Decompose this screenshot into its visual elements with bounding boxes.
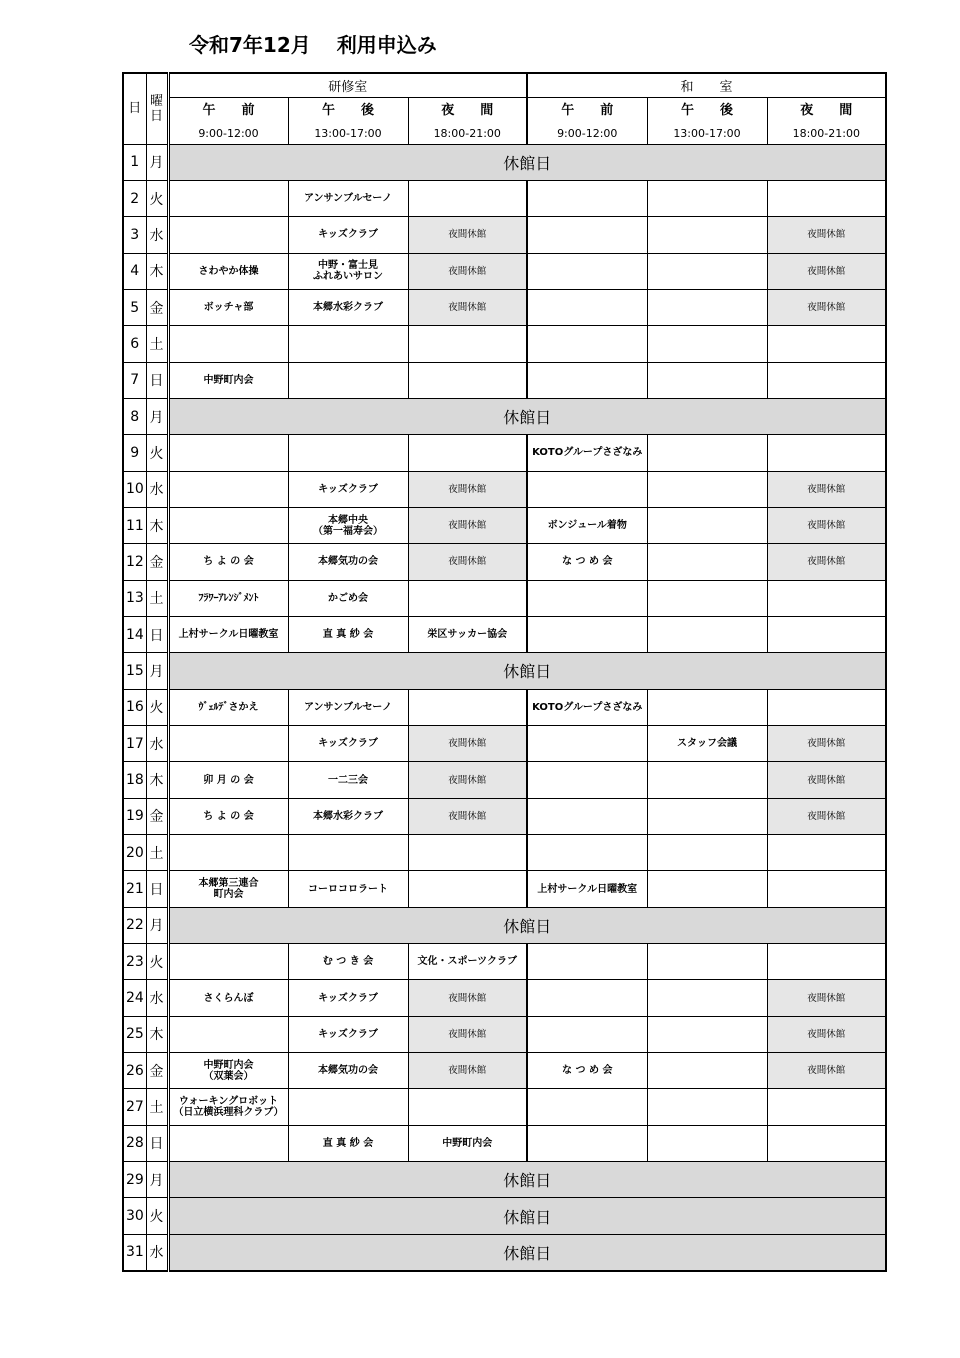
slot-label: 午 後 [680, 103, 733, 118]
day-number: 29 [123, 1162, 146, 1198]
japanese-room-evening-cell: 夜間休館 [767, 289, 886, 325]
training-room-evening-cell: 栄区サッカー協会 [408, 616, 527, 652]
day-column-header: 日 [123, 73, 146, 144]
training-room-morning-cell [168, 944, 288, 980]
weekday: 月 [146, 653, 168, 689]
day-number: 23 [123, 944, 146, 980]
weekday: 金 [146, 1053, 168, 1089]
japanese-room-evening-cell [767, 362, 886, 398]
japanese-room-afternoon-cell [647, 326, 767, 362]
japanese-room-evening-cell: 夜間休館 [767, 253, 886, 289]
day-number: 19 [123, 798, 146, 834]
day-number: 10 [123, 471, 146, 507]
training-room-afternoon-cell: キッズクラブ [288, 1016, 408, 1052]
japanese-room-afternoon-cell [647, 798, 767, 834]
day-number: 16 [123, 689, 146, 725]
day-number: 14 [123, 616, 146, 652]
weekday: 金 [146, 289, 168, 325]
japanese-room-morning-cell: ボンジュール着物 [527, 507, 647, 543]
training-room-morning-cell: ち よ の 会 [168, 798, 288, 834]
training-room-evening-cell: 夜間休館 [408, 1016, 527, 1052]
closed-day-row [123, 398, 886, 434]
day-number: 30 [123, 1198, 146, 1234]
training-room-afternoon-cell: 本郷中央 （第一福寿会） [288, 507, 408, 543]
weekday: 日 [146, 362, 168, 398]
slot-time: 13:00-17:00 [314, 127, 382, 140]
schedule-row [123, 326, 886, 362]
closed-day-cell: 休館日 [168, 1234, 886, 1270]
training-room-evening-cell [408, 871, 527, 907]
day-number: 26 [123, 1053, 146, 1089]
weekday: 木 [146, 1016, 168, 1052]
japanese-room-evening-cell [767, 835, 886, 871]
japanese-room-evening-cell: 夜間休館 [767, 471, 886, 507]
japanese-room-morning-cell [527, 616, 647, 652]
training-room-morning-cell [168, 217, 288, 253]
japanese-room-evening-cell: 夜間休館 [767, 217, 886, 253]
japanese-room-morning-cell: KOTOグループさざなみ [527, 435, 647, 471]
training-room-morning-cell [168, 1125, 288, 1161]
training-room-morning-cell: ﾌﾗﾜｰｱﾚﾝｼﾞﾒﾝﾄ [168, 580, 288, 616]
schedule-table [122, 72, 887, 1272]
training-room-evening-cell: 夜間休館 [408, 253, 527, 289]
japanese-room-afternoon-cell [647, 253, 767, 289]
day-number: 31 [123, 1234, 146, 1270]
slot-time: 9:00-12:00 [198, 127, 259, 140]
training-room-morning-header [168, 97, 288, 144]
training-room-afternoon-cell: む つ き 会 [288, 944, 408, 980]
japanese-room-morning-cell [527, 1016, 647, 1052]
japanese-room-evening-cell [767, 1125, 886, 1161]
training-room-morning-cell [168, 326, 288, 362]
japanese-room-evening-cell: 夜間休館 [767, 1016, 886, 1052]
japanese-room-afternoon-cell [647, 1125, 767, 1161]
day-number: 21 [123, 871, 146, 907]
schedule-row [123, 1053, 886, 1089]
training-room-afternoon-cell [288, 326, 408, 362]
day-number: 27 [123, 1089, 146, 1125]
japanese-room-evening-cell [767, 944, 886, 980]
weekday: 月 [146, 907, 168, 943]
training-room-afternoon-cell: アンサンブルセーノ [288, 689, 408, 725]
training-room-afternoon-cell: キッズクラブ [288, 980, 408, 1016]
schedule-row [123, 289, 886, 325]
japanese-room-morning-cell [527, 980, 647, 1016]
title-label: 利用申込み [336, 33, 437, 57]
training-room-afternoon-cell [288, 1089, 408, 1125]
japanese-room-afternoon-cell [647, 217, 767, 253]
schedule-row [123, 835, 886, 871]
weekday: 日 [146, 871, 168, 907]
japanese-room-morning-cell [527, 362, 647, 398]
closed-day-row [123, 653, 886, 689]
day-number: 8 [123, 398, 146, 434]
training-room-afternoon-cell: 直 真 紗 会 [288, 616, 408, 652]
japanese-room-afternoon-cell [647, 507, 767, 543]
training-room-morning-cell: 中野町内会 （双葉会） [168, 1053, 288, 1089]
training-room-evening-cell [408, 1089, 527, 1125]
japanese-room-morning-cell: な つ め 会 [527, 544, 647, 580]
slot-label: 午 前 [202, 103, 255, 118]
weekday: 月 [146, 398, 168, 434]
japanese-room-morning-cell [527, 835, 647, 871]
day-number: 24 [123, 980, 146, 1016]
training-room-evening-cell: 夜間休館 [408, 471, 527, 507]
weekday: 月 [146, 144, 168, 180]
japanese-room-evening-header [767, 97, 886, 144]
japanese-room-evening-cell [767, 871, 886, 907]
weekday: 水 [146, 217, 168, 253]
day-number: 4 [123, 253, 146, 289]
japanese-room-afternoon-cell [647, 544, 767, 580]
training-room-afternoon-cell: 本郷水彩クラブ [288, 289, 408, 325]
japanese-room-afternoon-cell [647, 580, 767, 616]
closed-day-cell: 休館日 [168, 653, 886, 689]
japanese-room-afternoon-cell [647, 980, 767, 1016]
weekday: 金 [146, 798, 168, 834]
training-room-afternoon-cell: 本郷気功の会 [288, 544, 408, 580]
training-room-evening-cell: 夜間休館 [408, 980, 527, 1016]
schedule-row [123, 1125, 886, 1161]
training-room-afternoon-cell: コーロコロラート [288, 871, 408, 907]
japanese-room-morning-cell [527, 289, 647, 325]
training-room-afternoon-cell: 直 真 紗 会 [288, 1125, 408, 1161]
training-room-afternoon-cell [288, 435, 408, 471]
closed-day-row [123, 144, 886, 180]
training-room-evening-cell: 文化・スポーツクラブ [408, 944, 527, 980]
japanese-room-afternoon-cell: スタッフ会議 [647, 726, 767, 762]
schedule-row [123, 616, 886, 652]
schedule-row [123, 762, 886, 798]
training-room-afternoon-cell: かごめ会 [288, 580, 408, 616]
training-room-evening-cell: 夜間休館 [408, 544, 527, 580]
training-room-afternoon-cell [288, 362, 408, 398]
schedule-row [123, 471, 886, 507]
training-room-morning-cell [168, 435, 288, 471]
japanese-room-evening-cell [767, 616, 886, 652]
japanese-room-afternoon-cell [647, 1016, 767, 1052]
weekday: 水 [146, 471, 168, 507]
closed-day-cell: 休館日 [168, 398, 886, 434]
japanese-room-afternoon-cell [647, 944, 767, 980]
weekday: 木 [146, 762, 168, 798]
schedule-row [123, 726, 886, 762]
closed-day-cell: 休館日 [168, 1162, 886, 1198]
training-room-afternoon-cell: キッズクラブ [288, 726, 408, 762]
japanese-room-evening-cell: 夜間休館 [767, 507, 886, 543]
day-number: 11 [123, 507, 146, 543]
weekday: 火 [146, 435, 168, 471]
training-room-morning-cell: 卯 月 の 会 [168, 762, 288, 798]
training-room-morning-cell [168, 1016, 288, 1052]
japanese-room-afternoon-cell [647, 1089, 767, 1125]
japanese-room-evening-cell [767, 689, 886, 725]
japanese-room-afternoon-cell [647, 180, 767, 216]
weekday: 土 [146, 326, 168, 362]
weekday: 月 [146, 1162, 168, 1198]
room-header-row [123, 73, 886, 97]
japanese-room-evening-cell [767, 580, 886, 616]
day-number: 15 [123, 653, 146, 689]
schedule-header [123, 73, 886, 144]
room-header-japanese-room: 和 室 [527, 73, 886, 97]
weekday: 土 [146, 835, 168, 871]
closed-day-row [123, 1162, 886, 1198]
training-room-evening-cell: 夜間休館 [408, 1053, 527, 1089]
page-title [189, 33, 437, 57]
training-room-morning-cell: ボッチャ部 [168, 289, 288, 325]
japanese-room-morning-header [527, 97, 647, 144]
japanese-room-morning-cell [527, 253, 647, 289]
training-room-evening-cell [408, 835, 527, 871]
slot-time: 13:00-17:00 [673, 127, 741, 140]
training-room-morning-cell: 上村サークル日曜教室 [168, 616, 288, 652]
training-room-morning-cell [168, 471, 288, 507]
room-header-training-room: 研修室 [168, 73, 527, 97]
training-room-evening-cell [408, 689, 527, 725]
training-room-morning-cell: さわやか体操 [168, 253, 288, 289]
training-room-evening-cell: 夜間休館 [408, 726, 527, 762]
schedule-row [123, 1016, 886, 1052]
japanese-room-morning-cell [527, 798, 647, 834]
training-room-evening-cell [408, 580, 527, 616]
training-room-morning-cell [168, 726, 288, 762]
training-room-afternoon-cell: 本郷気功の会 [288, 1053, 408, 1089]
japanese-room-evening-cell: 夜間休館 [767, 726, 886, 762]
training-room-morning-cell: さくらんぼ [168, 980, 288, 1016]
day-number: 12 [123, 544, 146, 580]
closed-day-row [123, 1234, 886, 1270]
japanese-room-morning-cell [527, 471, 647, 507]
closed-day-row [123, 907, 886, 943]
japanese-room-afternoon-cell [647, 362, 767, 398]
weekday: 水 [146, 980, 168, 1016]
training-room-evening-cell: 夜間休館 [408, 762, 527, 798]
day-number: 7 [123, 362, 146, 398]
training-room-afternoon-cell: 一二三会 [288, 762, 408, 798]
japanese-room-afternoon-cell [647, 1053, 767, 1089]
japanese-room-afternoon-header [647, 97, 767, 144]
weekday-column-header: 曜日 [146, 73, 168, 144]
schedule-row [123, 217, 886, 253]
schedule-row [123, 871, 886, 907]
slot-label: 午 後 [321, 103, 374, 118]
japanese-room-morning-cell [527, 180, 647, 216]
japanese-room-morning-cell [527, 1089, 647, 1125]
japanese-room-evening-cell [767, 435, 886, 471]
japanese-room-morning-cell [527, 944, 647, 980]
weekday: 火 [146, 180, 168, 216]
training-room-afternoon-cell: アンサンブルセーノ [288, 180, 408, 216]
weekday: 火 [146, 1198, 168, 1234]
weekday: 金 [146, 544, 168, 580]
training-room-morning-cell: ｳﾞｪﾙﾃﾞさかえ [168, 689, 288, 725]
weekday: 水 [146, 1234, 168, 1270]
closed-day-cell: 休館日 [168, 1198, 886, 1234]
schedule-row [123, 980, 886, 1016]
japanese-room-morning-cell: 上村サークル日曜教室 [527, 871, 647, 907]
day-number: 28 [123, 1125, 146, 1161]
training-room-evening-cell: 夜間休館 [408, 507, 527, 543]
schedule-row [123, 580, 886, 616]
japanese-room-afternoon-cell [647, 689, 767, 725]
training-room-afternoon-cell: 本郷水彩クラブ [288, 798, 408, 834]
day-number: 2 [123, 180, 146, 216]
day-number: 9 [123, 435, 146, 471]
schedule-row [123, 253, 886, 289]
day-number: 18 [123, 762, 146, 798]
day-number: 22 [123, 907, 146, 943]
schedule-body [123, 144, 886, 1271]
closed-day-cell: 休館日 [168, 144, 886, 180]
slot-header-row [123, 97, 886, 144]
training-room-evening-cell: 夜間休館 [408, 798, 527, 834]
schedule-row [123, 507, 886, 543]
training-room-evening-cell [408, 435, 527, 471]
japanese-room-evening-cell: 夜間休館 [767, 1053, 886, 1089]
training-room-morning-cell: ウォーキングロボット （日立横浜理科クラブ） [168, 1089, 288, 1125]
japanese-room-morning-cell: な つ め 会 [527, 1053, 647, 1089]
weekday: 木 [146, 253, 168, 289]
japanese-room-morning-cell [527, 580, 647, 616]
training-room-evening-cell [408, 180, 527, 216]
closed-day-cell: 休館日 [168, 907, 886, 943]
schedule-row [123, 944, 886, 980]
schedule-row [123, 1089, 886, 1125]
day-number: 13 [123, 580, 146, 616]
weekday: 火 [146, 689, 168, 725]
training-room-afternoon-cell: 中野・富士見 ふれあいサロン [288, 253, 408, 289]
day-number: 6 [123, 326, 146, 362]
training-room-evening-cell: 夜間休館 [408, 217, 527, 253]
japanese-room-afternoon-cell [647, 835, 767, 871]
japanese-room-afternoon-cell [647, 435, 767, 471]
schedule-row [123, 362, 886, 398]
day-number: 5 [123, 289, 146, 325]
slot-label: 夜 間 [441, 103, 494, 118]
slot-label: 午 前 [561, 103, 614, 118]
weekday: 日 [146, 1125, 168, 1161]
japanese-room-afternoon-cell [647, 871, 767, 907]
japanese-room-evening-cell: 夜間休館 [767, 762, 886, 798]
slot-time: 18:00-21:00 [792, 127, 860, 140]
day-number: 1 [123, 144, 146, 180]
japanese-room-afternoon-cell [647, 616, 767, 652]
weekday: 土 [146, 1089, 168, 1125]
japanese-room-afternoon-cell [647, 289, 767, 325]
training-room-evening-cell: 夜間休館 [408, 289, 527, 325]
japanese-room-evening-cell [767, 180, 886, 216]
training-room-evening-cell: 中野町内会 [408, 1125, 527, 1161]
japanese-room-morning-cell [527, 217, 647, 253]
weekday: 火 [146, 944, 168, 980]
weekday: 土 [146, 580, 168, 616]
japanese-room-morning-cell [527, 326, 647, 362]
day-number: 20 [123, 835, 146, 871]
japanese-room-evening-cell [767, 326, 886, 362]
training-room-afternoon-cell: キッズクラブ [288, 217, 408, 253]
japanese-room-evening-cell: 夜間休館 [767, 798, 886, 834]
weekday: 水 [146, 726, 168, 762]
training-room-evening-cell [408, 326, 527, 362]
japanese-room-morning-cell [527, 1125, 647, 1161]
training-room-afternoon-cell: キッズクラブ [288, 471, 408, 507]
training-room-afternoon-cell [288, 835, 408, 871]
schedule-row [123, 435, 886, 471]
training-room-evening-cell [408, 362, 527, 398]
weekday: 日 [146, 616, 168, 652]
weekday: 木 [146, 507, 168, 543]
title-month: 令和7年12月 [189, 33, 311, 57]
closed-day-row [123, 1198, 886, 1234]
training-room-afternoon-header [288, 97, 408, 144]
schedule-row [123, 689, 886, 725]
schedule-row [123, 798, 886, 834]
training-room-evening-header [408, 97, 527, 144]
japanese-room-evening-cell: 夜間休館 [767, 980, 886, 1016]
slot-time: 9:00-12:00 [557, 127, 618, 140]
training-room-morning-cell [168, 507, 288, 543]
japanese-room-evening-cell: 夜間休館 [767, 544, 886, 580]
japanese-room-evening-cell [767, 1089, 886, 1125]
schedule-row [123, 180, 886, 216]
training-room-morning-cell: 本郷第三連合 町内会 [168, 871, 288, 907]
japanese-room-afternoon-cell [647, 762, 767, 798]
training-room-morning-cell: 中野町内会 [168, 362, 288, 398]
day-number: 17 [123, 726, 146, 762]
training-room-morning-cell [168, 835, 288, 871]
training-room-morning-cell: ち よ の 会 [168, 544, 288, 580]
japanese-room-morning-cell: KOTOグループさざなみ [527, 689, 647, 725]
slot-label: 夜 間 [800, 103, 853, 118]
japanese-room-morning-cell [527, 726, 647, 762]
japanese-room-morning-cell [527, 762, 647, 798]
slot-time: 18:00-21:00 [433, 127, 501, 140]
training-room-morning-cell [168, 180, 288, 216]
japanese-room-afternoon-cell [647, 471, 767, 507]
schedule-row [123, 544, 886, 580]
day-number: 25 [123, 1016, 146, 1052]
day-number: 3 [123, 217, 146, 253]
